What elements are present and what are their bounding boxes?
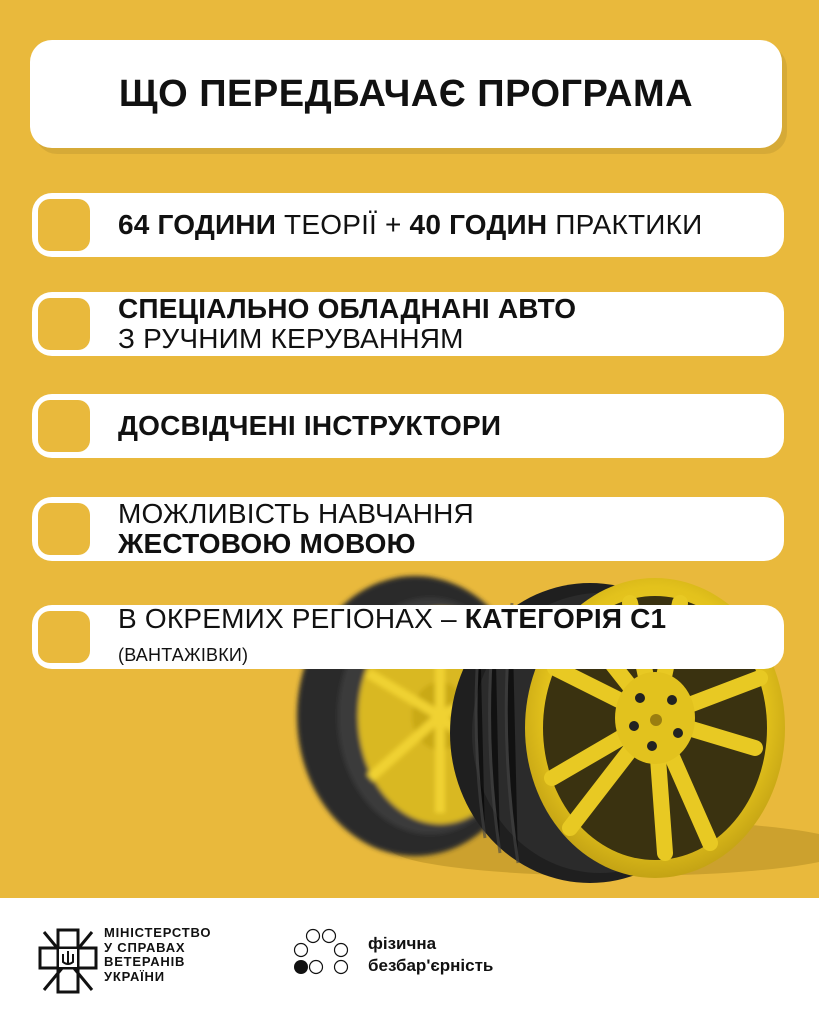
ministry-line: ВЕТЕРАНІВ [104,954,186,969]
fb-line-2: безбар'єрність [368,956,494,975]
yellow-wheels-image [290,548,819,888]
bullet-square [38,298,90,350]
item-text-segment: СПЕЦІАЛЬНО ОБЛАДНАНІ АВТО [118,293,577,324]
item-text-segment: В ОКРЕМИХ РЕГІОНАХ – [118,603,465,634]
item-text-segment: 40 ГОДИН [409,209,548,240]
item-text-segment: ТЕОРІЇ + [276,209,410,240]
item-text [118,294,772,354]
item-text-segment: 64 ГОДИНИ [118,209,277,240]
physical-accessibility-logo-text [368,933,493,977]
bullet-square [38,611,90,663]
item-text [118,604,772,670]
item-text [118,210,772,240]
item-text-segment: ДОСВІДЧЕНІ ІНСТРУКТОРИ [118,410,502,441]
list-item-4 [32,497,784,561]
list-item-5 [32,605,784,669]
item-text-segment: ПРАКТИКИ [547,209,703,240]
list-item-3 [32,394,784,458]
item-text-segment: КАТЕГОРІЯ С1 [464,603,667,634]
item-text [118,499,772,559]
item-text-segment: (ВАНТАЖІВКИ) [118,645,249,665]
bullet-square [38,199,90,251]
item-text-segment: З РУЧНИМ КЕРУВАННЯМ [118,323,464,354]
ministry-line: УКРАЇНИ [104,968,165,984]
bullet-square [38,400,90,452]
ministry-line: МІНІСТЕРСТВО [104,925,212,940]
title-card [30,40,782,148]
fb-line-1: фізична [368,934,437,953]
item-text-segment: МОЖЛИВІСТЬ НАВЧАННЯ [118,498,474,529]
circles-logo-icon [292,928,350,978]
ministry-line: У СПРАВАХ [104,939,186,955]
bullet-square [38,503,90,555]
list-item-1 [32,193,784,257]
ministry-name [104,926,211,984]
item-text [118,411,772,441]
ministry-emblem-icon [38,926,98,996]
list-item-2 [32,292,784,356]
page-title: ЩО ПЕРЕДБАЧАЄ ПРОГРАМА [118,72,694,115]
item-text-segment: ЖЕСТОВОЮ МОВОЮ [118,528,416,559]
